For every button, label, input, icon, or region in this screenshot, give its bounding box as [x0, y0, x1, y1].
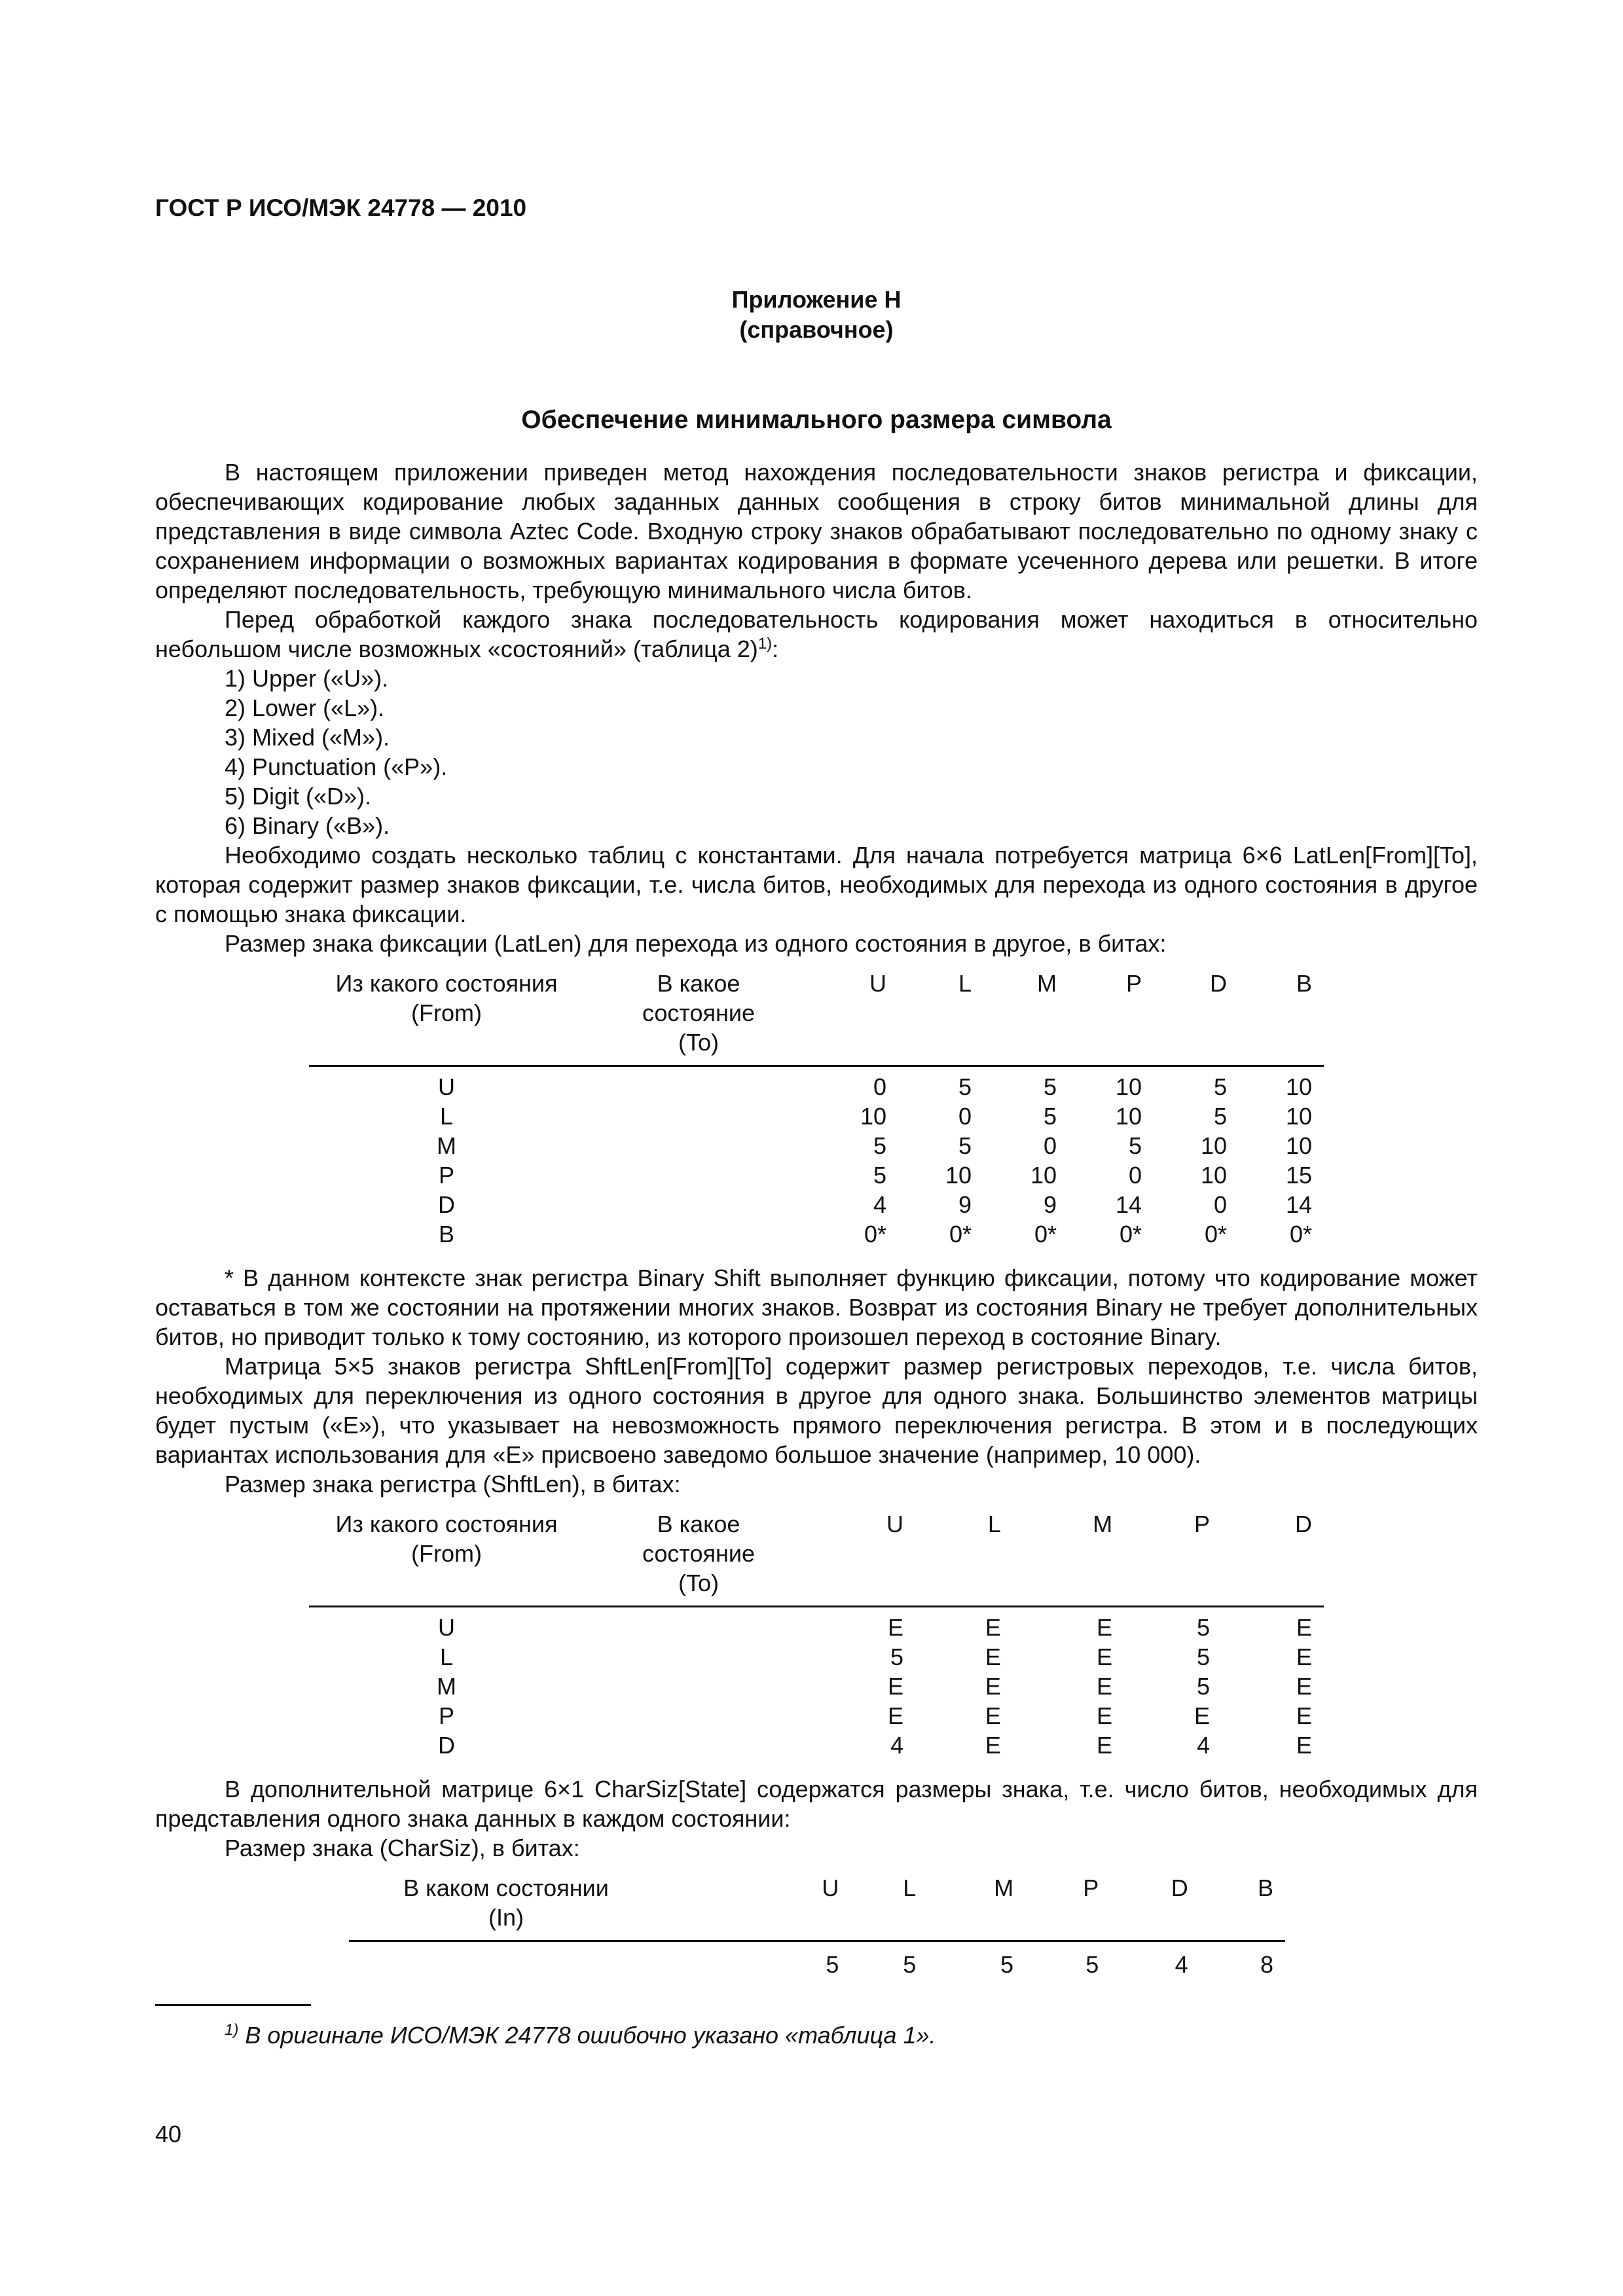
- in-header: [349, 1873, 663, 1941]
- row-label: L: [439, 1103, 454, 1130]
- appendix-heading: [155, 285, 1478, 345]
- cell: 10: [1200, 1132, 1227, 1159]
- table-row: [309, 1642, 1324, 1672]
- cell: E: [1296, 1643, 1312, 1670]
- cell: E: [1194, 1702, 1210, 1729]
- from-header-text: Из какого состояния (From): [335, 970, 558, 1026]
- cell: 5: [1043, 1073, 1057, 1100]
- column-header: U: [761, 1873, 850, 1941]
- shftlen-table: [309, 1509, 1324, 1760]
- footnote-marker: 1): [225, 2021, 239, 2039]
- to-header: [584, 1509, 813, 1607]
- cell: E: [985, 1702, 1001, 1729]
- row-label: L: [439, 1643, 454, 1670]
- cell: 10: [1030, 1162, 1057, 1189]
- cell: 5: [958, 1132, 972, 1159]
- page-number: 40: [155, 2121, 182, 2147]
- cell: E: [1097, 1702, 1113, 1729]
- list-item: 2) Lower («L»).: [225, 694, 385, 721]
- from-header: [309, 969, 584, 1066]
- cell: E: [985, 1643, 1001, 1670]
- from-header-text: Из какого состояния (From): [335, 1511, 558, 1567]
- table-row: [309, 1066, 1324, 1102]
- column-header: P: [1025, 1873, 1110, 1941]
- paragraph-states-text: Перед обработкой каждого знака последовательность кодирования может находиться в относительно небольшом числе возможных «состояний» (таблица 2): [155, 606, 1478, 662]
- table-row: [309, 1190, 1324, 1219]
- footnote-ref: 1): [757, 635, 773, 653]
- column-header: P: [1068, 969, 1154, 1066]
- table-row: [349, 1941, 1285, 1980]
- to-header-text: В какое состояние (To): [642, 1511, 756, 1596]
- charsiz-caption: Размер знака (CharSiz), в битах:: [225, 1835, 580, 1861]
- cell: 5: [1196, 1614, 1210, 1641]
- table-row: [309, 1102, 1324, 1131]
- paragraph-charsiz-matrix: В дополнительной матрице 6×1 CharSiz[State] содержатся размеры знака, т.е. число битов, необходимых для представления одного знака данных в каждом состоянии:: [155, 1776, 1478, 1832]
- cell: E: [1296, 1673, 1312, 1700]
- table-row: [309, 1219, 1324, 1249]
- cell: 10: [860, 1103, 886, 1130]
- cell: E: [1296, 1702, 1312, 1729]
- in-header-text: В каком состоянии (In): [403, 1874, 609, 1931]
- table-header-row: [309, 1509, 1324, 1607]
- list-item: 3) Mixed («M»).: [225, 724, 390, 751]
- cell: E: [1097, 1732, 1113, 1759]
- table-header-row: [309, 969, 1324, 1066]
- row-label: M: [437, 1673, 456, 1700]
- cell: 5: [826, 1951, 839, 1978]
- column-header: B: [1200, 1873, 1285, 1941]
- column-header: P: [1124, 1509, 1222, 1607]
- paragraph-states-intro: [155, 605, 1478, 664]
- cell: 5: [890, 1643, 903, 1670]
- row-label: M: [437, 1132, 456, 1159]
- row-label: U: [438, 1073, 455, 1100]
- cell: 14: [1115, 1191, 1142, 1218]
- cell: 15: [1285, 1162, 1312, 1189]
- cell: 10: [1200, 1162, 1227, 1189]
- column-header: L: [898, 969, 983, 1066]
- cell: 5: [1196, 1643, 1210, 1670]
- row-label: P: [438, 1702, 454, 1729]
- table-row: [309, 1131, 1324, 1160]
- cell: 10: [1285, 1103, 1312, 1130]
- cell: E: [1097, 1673, 1113, 1700]
- appendix-type: (справочное): [739, 316, 894, 343]
- column-header: B: [1239, 969, 1324, 1066]
- cell: 0: [1213, 1191, 1227, 1218]
- cell: 5: [903, 1951, 917, 1978]
- cell: 5: [873, 1132, 886, 1159]
- cell: 9: [958, 1191, 972, 1218]
- table-row: [309, 1672, 1324, 1701]
- cell: 4: [873, 1191, 886, 1218]
- charsiz-table: [349, 1873, 1285, 1979]
- cell: E: [985, 1614, 1001, 1641]
- section-title: Обеспечение минимального размера символа: [521, 406, 1112, 434]
- table-row: [309, 1607, 1324, 1643]
- cell: E: [1296, 1732, 1312, 1759]
- document-id-header: ГОСТ Р ИСО/МЭК 24778 — 2010: [155, 194, 527, 221]
- cell: E: [887, 1614, 903, 1641]
- cell: E: [887, 1673, 903, 1700]
- cell: 0*: [1289, 1221, 1312, 1247]
- cell: 5: [1085, 1951, 1099, 1978]
- column-header: D: [1110, 1873, 1199, 1941]
- cell: 5: [1213, 1073, 1227, 1100]
- cell: 0*: [864, 1221, 886, 1247]
- cell: 8: [1260, 1951, 1273, 1978]
- cell: 0*: [1034, 1221, 1057, 1247]
- cell: E: [887, 1702, 903, 1729]
- cell: E: [1097, 1614, 1113, 1641]
- cell: 5: [1000, 1951, 1014, 1978]
- row-label: P: [438, 1162, 454, 1189]
- cell: 0: [1043, 1132, 1057, 1159]
- cell: E: [1097, 1643, 1113, 1670]
- row-label: B: [438, 1221, 454, 1247]
- list-item: 1) Upper («U»).: [225, 665, 389, 692]
- column-header: U: [813, 1509, 915, 1607]
- cell: 10: [1115, 1073, 1142, 1100]
- cell: 10: [945, 1162, 972, 1189]
- to-header: [584, 969, 813, 1066]
- table-header-row: [349, 1873, 1285, 1941]
- column-header: D: [1222, 1509, 1324, 1607]
- footnote: [155, 2020, 1478, 2050]
- states-list: [155, 664, 1478, 840]
- cell: 5: [873, 1162, 886, 1189]
- table-row: [309, 1701, 1324, 1731]
- cell: 14: [1285, 1191, 1312, 1218]
- shftlen-caption: Размер знака регистра (ShftLen), в битах:: [225, 1471, 681, 1498]
- row-label: D: [438, 1191, 455, 1218]
- column-header: M: [983, 969, 1068, 1066]
- column-header: D: [1154, 969, 1239, 1066]
- column-header: U: [813, 969, 898, 1066]
- cell: 4: [890, 1732, 903, 1759]
- paragraph-shftlen-matrix: Матрица 5×5 знаков регистра ShftLen[From][To] содержит размер регистровых переходов, т.е. числа битов, необходимых для переключения из одного состояния в другое для одного знака. Большинство элементов матрицы будет пустым («E»), что указывает на невозможность прямого переключения регистра. В этом и в последующих вариантах использования для «E» присвоено заведомо большое значение (например, 10 000).: [155, 1353, 1478, 1468]
- row-label: U: [438, 1614, 455, 1641]
- paragraph-states-colon: :: [772, 636, 779, 662]
- cell: 4: [1196, 1732, 1210, 1759]
- cell: 0*: [949, 1221, 972, 1247]
- to-header-text: В какое состояние (To): [642, 970, 756, 1056]
- paragraph-intro: В настоящем приложении приведен метод нахождения последовательности знаков регистра и фиксации, обеспечивающих кодирование любых заданных данных сообщения в строку битов минимальной длины для представления в виде символа Aztec Code. Входную строку знаков обрабатывают последовательно по одному знаку с сохранением информации о возможных вариантах кодирования в формате усеченного дерева или решетки. В итоге определяют последовательность, требующую минимального числа битов.: [155, 459, 1478, 603]
- cell: 0: [958, 1103, 972, 1130]
- footnote-divider: [155, 2004, 311, 2006]
- column-header: M: [928, 1873, 1025, 1941]
- cell: 9: [1043, 1191, 1057, 1218]
- paragraph-latlen-matrix: Необходимо создать несколько таблиц с константами. Для начала потребуется матрица 6×6 LatLen[From][To], которая содержит размер знаков фиксации, т.е. числа битов, необходимых для перехода из одного состояния в другое с помощью знака фиксации.: [155, 842, 1478, 927]
- list-item: 6) Binary («B»).: [225, 812, 390, 839]
- column-header: L: [915, 1509, 1013, 1607]
- cell: E: [985, 1673, 1001, 1700]
- cell: 4: [1175, 1951, 1188, 1978]
- cell: 0*: [1204, 1221, 1227, 1247]
- appendix-label: Приложение Н: [731, 286, 902, 313]
- cell: 0: [1128, 1162, 1142, 1189]
- latlen-caption: Размер знака фиксации (LatLen) для перехода из одного состояния в другое, в битах:: [225, 930, 1167, 957]
- cell: 0*: [1119, 1221, 1142, 1247]
- document-page: [155, 193, 1478, 2050]
- latlen-table: [309, 969, 1324, 1249]
- table-row: [309, 1160, 1324, 1190]
- cell: 5: [1196, 1673, 1210, 1700]
- cell: 10: [1115, 1103, 1142, 1130]
- cell: 5: [1043, 1103, 1057, 1130]
- cell: E: [985, 1732, 1001, 1759]
- column-header: L: [850, 1873, 928, 1941]
- footnote-text: В оригинале ИСО/МЭК 24778 ошибочно указано «таблица 1».: [238, 2022, 936, 2049]
- cell: 5: [1213, 1103, 1227, 1130]
- cell: E: [1296, 1614, 1312, 1641]
- cell: 5: [1128, 1132, 1142, 1159]
- cell: 10: [1285, 1073, 1312, 1100]
- cell: 0: [873, 1073, 886, 1100]
- list-item: 4) Punctuation («P»).: [225, 753, 448, 780]
- row-label: D: [438, 1732, 455, 1759]
- cell: 10: [1285, 1132, 1312, 1159]
- paragraph-binary-note: * В данном контексте знак регистра Binary Shift выполняет функцию фиксации, потому что кодирование может оставаться в том же состоянии на протяжении многих знаков. Возврат из состояния Binary не требует дополнительных битов, но приводит только к тому состоянию, из которого произошел переход в состояние Binary.: [155, 1265, 1478, 1350]
- table-row: [309, 1731, 1324, 1760]
- from-header: [309, 1509, 584, 1607]
- list-item: 5) Digit («D»).: [225, 783, 372, 810]
- cell: 5: [958, 1073, 972, 1100]
- column-header: M: [1013, 1509, 1124, 1607]
